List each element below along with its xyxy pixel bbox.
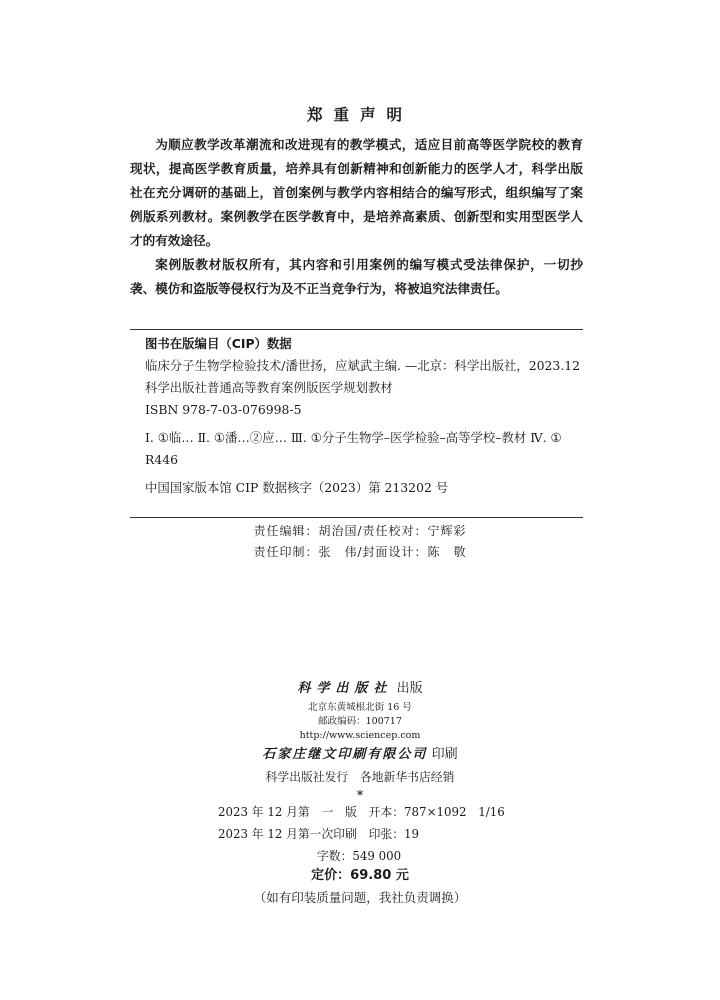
statement-title: 郑重声明 bbox=[306, 106, 413, 124]
publisher-line bbox=[0, 677, 720, 701]
publisher-postcode: 邮政编码：100717 bbox=[318, 716, 402, 727]
printer-name: 石家庄继文印刷有限公司 bbox=[262, 747, 428, 762]
distribution-line: 科学出版社发行 各地新华书店经销 bbox=[265, 770, 455, 784]
cip-series: 科学出版社普通高等教育案例版医学规划教材 bbox=[145, 380, 393, 395]
cip-classification: Ⅰ. ①临… Ⅱ. ①潘…②应… Ⅲ. ①分子生物学–医学检验–高等学校–教材 Ⅳ. ① R446 bbox=[145, 430, 562, 467]
printer-role: 印刷 bbox=[431, 747, 458, 762]
price: 定价：69.80 元 bbox=[311, 868, 409, 883]
cip-heading: 图书在版编目（CIP）数据 bbox=[145, 336, 292, 351]
edition-line: 2023 年 12 月第 一 版 开本：787×1092 1/16 bbox=[218, 805, 505, 819]
printing-line: 2023 年 12 月第一次印刷 印张：19 bbox=[218, 827, 420, 841]
cip-isbn: ISBN 978-7-03-076998-5 bbox=[145, 402, 302, 417]
editors-line-1: 责任编辑：胡治国/责任校对：宁辉彩 bbox=[253, 524, 467, 538]
responsible-editors bbox=[0, 521, 720, 563]
printer-line bbox=[0, 743, 720, 767]
quality-note: （如有印装质量问题，我社负责调换） bbox=[253, 890, 467, 905]
statement-paragraph-2: 案例版教材版权所有，其内容和引用案例的编写模式受法律保护，一切抄袭、模仿和盗版等侵权行为及不正当竞争行为，将被追究法律责任。 bbox=[130, 257, 583, 296]
statement-body bbox=[130, 133, 583, 301]
cip-record-number: 中国国家版本馆 CIP 数据核字（2023）第 213202 号 bbox=[145, 480, 449, 495]
publisher-url: http://www.sciencep.com bbox=[299, 730, 421, 741]
publisher-name: 科学出版社 bbox=[297, 681, 393, 696]
statement-paragraph-1: 为顺应教学改革潮流和改进现有的教学模式，适应目前高等医学院校的教育现状，提高医学教育质量，培养具有创新精神和创新能力的医学人才，科学出版社在充分调研的基础上，首创案例与教学内容相结合的编写形式，组织编写了案例版系列教材。案例教学在医学教育中，是培养高素质、创新型和实用型医学人才的有效途径。 bbox=[130, 137, 583, 248]
cip-bottom-rule bbox=[130, 517, 583, 518]
editors-line-2: 责任印制：张 伟/封面设计：陈 敬 bbox=[253, 545, 467, 559]
publisher-role: 出版 bbox=[396, 681, 423, 696]
separator-star: * bbox=[356, 788, 364, 802]
wordcount-line: 字数：549 000 bbox=[317, 849, 402, 863]
print-specs bbox=[218, 801, 505, 867]
price-block bbox=[0, 865, 720, 909]
publisher-address: 北京东黄城根北街 16 号 bbox=[308, 702, 412, 713]
publisher-block bbox=[0, 677, 720, 802]
cip-title-line: 临床分子生物学检验技术/潘世扬，应斌武主编. —北京：科学出版社，2023.12 bbox=[145, 358, 581, 373]
cip-top-rule bbox=[130, 329, 583, 330]
cip-block bbox=[145, 333, 583, 499]
